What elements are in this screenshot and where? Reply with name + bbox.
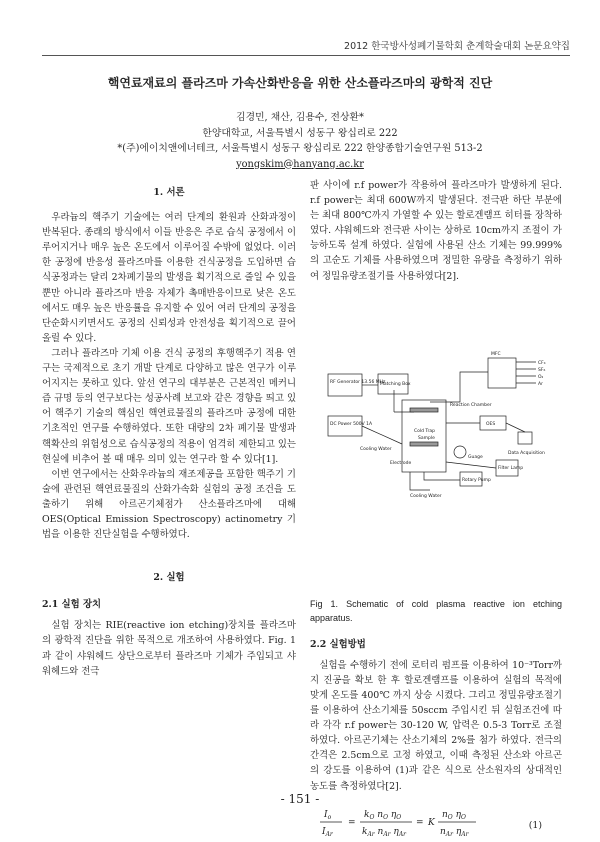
subsection-apparatus: 2.1 실험 장치 [42,599,102,611]
right-column [310,178,562,842]
dc-power-label: DC Power 500V 1A [330,421,373,427]
svg-text:nAr ηAr: $n_{Ar}$ $\eta_{Ar}$ [440,826,469,838]
oes-daq-line [506,423,525,432]
cooling-return-line [410,472,430,490]
equation-number: (1) [528,819,542,831]
page-number: - 151 - [280,792,320,806]
gas-sf6: SF₆ [538,367,546,373]
svg-text:kO nO ηO: $k_O$ $n_O$ $\eta_O$ [364,809,402,821]
reaction-chamber-label: Reaction Chamber [450,402,492,408]
daq-label: Data Acquisition [508,450,545,456]
showerhead [410,408,438,412]
gauge-icon [454,446,466,458]
left-column [42,175,296,679]
computer-icon [518,432,532,444]
apparatus-paragraph-cont: 판 사이에 r.f power가 작용하여 플라즈마가 발생하게 된다. r.f power는 최대 600W까지 발생된다. 전극판 하단 부분에는 최대 800℃까지 가열할 수 있는 할로겐램프 히터를 장착하였다. 샤워헤드와 전극판 사이는 상하로 10cm까지 조절이 가능하도록 설계 하였다. 실험에 사용된 산소 기체는 99.999%의 고순도 기체를 사용하였으며 정밀한 유량을 측정하기 위하여 정밀유량조절기를 사용하였다[2]. [310,180,562,282]
gas-cf4: CF₄ [538,360,546,366]
header-rule [42,55,570,56]
mfc-box [488,358,516,388]
schematic-diagram [310,292,562,597]
cooling-water-out-label: Cooling Water [410,493,442,499]
affiliation-1: 한양대학교, 서울특별시 성동구 왕십리로 222 [202,127,398,139]
gas-ar: Ar [538,381,543,387]
author-names: 김경민, 채산, 김용수, 전상환* [236,112,364,123]
gas-feed-line [430,372,488,402]
cold-trap-label: Cold Trap [414,428,435,434]
intro-paragraph-2: 그러나 플라즈마 기체 이용 건식 공정의 후행핵주기 적용 연구는 국제적으로 초기 개발 단계로 다양하고 많은 연구가 이루어지지는 못하고 있다. 앞선 연구의 대부분은 근본적인 메커니즘 규명 등의 연구보다는 성공사례 보고와 같은 경향을 띄고 있어 핵주기 기술의 핵심인 핵연료물질의 플라즈마 공정에 대한 기초적인 연구를 수행하였다. 또한 대량의 2차 폐기물 발생과 핵확산의 위험성으로 습식공정의 적용이 엄격히 제한되고 있는 현실에 비추어 볼 때 매우 의미 있는 연구라 할 수 있다[1]. [42,347,296,465]
filter-lamp-label: Filter Lamp [498,465,524,471]
svg-text:IAr: $I_{Ar}$ [322,826,333,838]
sample-label: Sample [418,435,435,441]
svg-text:K: K [428,817,435,828]
figure-caption: Fig 1. Schematic of cold plasma reactive ion etching apparatus. [310,598,562,623]
equation-1 [310,802,562,842]
cooling-water-in-label: Cooling Water [360,446,392,452]
svg-text:kAr nAr ηAr: $k_{Ar}$ $n_{Ar}$ $\eta_{Ar}$ [362,826,407,838]
rotary-pump-label: Rotary Pump [462,477,491,483]
gas-o2: O₂ [538,374,544,380]
svg-text:=: = [416,817,424,828]
pump-line [424,472,460,480]
apparatus-figure [310,292,562,597]
rf-generator-box [328,374,362,396]
author-email[interactable]: yongskim@hanyang.ac.kr [236,158,364,170]
conference-header: 2012 한국방사성폐기물학회 춘계학술대회 논문요약집 [344,41,570,52]
intro-paragraph-1: 우라늄의 핵주기 기술에는 여러 단계의 환원과 산화과정이 반복된다. 종래의 방식에서 이들 반응은 주로 습식 공정에서 이루어지거나 매우 높은 온도에서 이루어질 수밖에 없었다. 이러한 공정에 반응성 플라즈마를 이용한 건식공정을 도입하면 습식공정과는 달리 2차폐기물의 발생을 획기적으로 줄일 수 있을 뿐만 아니라 플라즈마 반응 자체가 촉매반응이므로 낮은 온도에서도 매우 높은 반응률을 유지할 수 있어 여러 단계의 공정을 단순화시키면서도 공정의 신뢰성과 안전성을 획기적으로 끌어 올릴 수 있다. [42,212,296,344]
svg-text:=: = [348,817,356,828]
matching-box-label: Matching Box [380,381,411,387]
gauge-label: Guage [468,454,483,460]
intro-heading: 1. 서론 [153,187,185,198]
mfc-label: MFC [491,351,501,357]
method-paragraph: 실험을 수행하기 전에 로터리 펌프를 이용하여 10⁻³Torr까지 진공을 확보 한 후 할로겐램프를 이용하여 실험의 목적에 맞게 온도를 400℃ 까지 상승 시켰다. 그리고 정밀유량조절기를 이용하여 산소기체를 50sccm 주입시킨 뒤 실험조건에 따라 각각 r.f power는 30-120 W, 압력은 0.5-3 Torr로 조절하였다. 아르곤기체는 산소기체의 2%를 첨가 하였다. 전극의 간격은 2.5cm으로 고정 하였고, 이때 측정된 산소와 아르곤의 강도를 이용하여 (1)과 같은 식으로 산소원자의 상대적인 농도를 측정하였다[2]. [310,659,562,792]
electrode-plate [410,442,438,446]
electrode-label: Electrode [390,460,412,466]
intro-paragraph-3: 이번 연구에서는 산화우라늄의 재조제공을 포함한 핵주기 기술에 관련된 핵연료물질의 산화가속화 실험의 공정 조건을 도출하기 위해 아르곤기체점가 산소플라즈마에 대해 OES(Optical Emission Spectroscopy) actinometry 기법을 이용한 진단실험을 수행하였다. [42,468,296,541]
rf-generator-label: RF Generator 13.56 MHz [330,379,386,385]
apparatus-paragraph-start: 실험 장치는 RIE(reactive ion etching)장치를 플라즈마의 광학적 진단을 위한 목적으로 개조하여 사용하였다. Fig. 1과 같이 샤워헤드 상단으로부터 플라즈마 기체가 주입되고 샤워헤드와 전극 [42,620,296,677]
affiliation-2: *(주)에이치앤에너테크, 서울특별시 성동구 왕십리로 222 한양종합기술연구원 513-2 [117,143,483,154]
author-block [0,110,600,172]
subsection-method: 2.2 실험방법 [310,638,366,650]
dc-line [362,426,402,444]
lamp-line [446,462,496,468]
experiment-heading: 2. 실험 [153,572,185,584]
equation-graphic [310,802,562,842]
paper-title: 핵연료재료의 플라즈마 가속산화반응을 위한 산소플라즈마의 광학적 진단 [107,76,493,90]
svg-text:Io: $I_o$ [324,809,332,821]
oes-label: OES [486,421,496,427]
svg-text:nO ηO: $n_O$ $\eta_O$ [442,809,466,821]
